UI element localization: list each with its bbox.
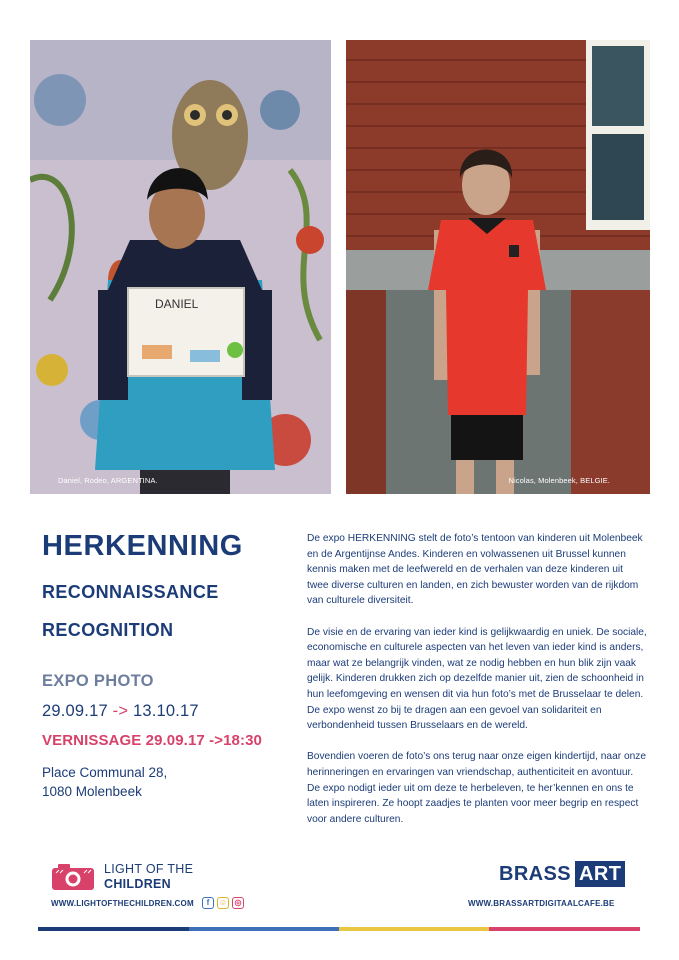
photo-daniel-caption: Daniel, Rodeo, ARGENTINA. — [58, 476, 158, 485]
color-bar-blue — [189, 927, 339, 931]
brassart-logo-art: ART — [575, 861, 625, 887]
date-arrow: -> — [112, 702, 129, 720]
address-line-1: Place Communal 28, — [42, 765, 168, 780]
description-paragraph-1: De expo HERKENNING stelt de foto’s tentoon van kinderen uit Molenbeek en de Argentijnse Andes. Kinderen en volwassenen uit Brussel kunnen kennis maken met de leefwereld en de verhalen van deze kinderen uit twee diverse culturen en landen, en zich bewuster worden van de rijkdom van culturele diversiteit. — [307, 533, 643, 607]
address — [42, 763, 167, 801]
color-bar-pink — [489, 927, 640, 931]
snapchat-icon[interactable]: ☺ — [218, 898, 228, 907]
subtitle-french: RECONNAISSANCE — [42, 582, 219, 602]
description-paragraph-2: De visie en de ervaring van ieder kind is gelijkwaardig en uniek. De sociale, economische en culturele aspecten van het leven van ieder kind is anders, maar wat ze belangrijk vinden, wat ze nodig hebben en hun blik zijn vaak gelijk. Kinderen drukken zich op dezelfde manier uit, zien de schoonheid in hun leefomgeving en wensen dit via hun foto’s met de Brusselaar te delen. De expo wenst zo bij te dragen aan een gevoel van solidariteit en verbondenheid tussen Brusselaars en de wereld. — [307, 626, 647, 732]
photo-nicolas — [346, 40, 650, 494]
subtitle-english: RECOGNITION — [42, 620, 174, 640]
svg-text:DANIEL: DANIEL — [155, 297, 199, 311]
description-paragraph-3: Bovendien voeren de foto’s ons terug naar onze eigen kindertijd, naar onze herinneringen en ervaringen van vriendschap, authenticiteit en avontuur. De expo nodigt ieder uit om deze te herbeleven, te her’kennen en ons te laten inspireren. Ze hoopt zaadjes te planten voor meer begrip en respect voor andere culturen. — [307, 751, 647, 825]
camera-logo-icon — [50, 861, 96, 891]
light-of-the-children-name — [104, 862, 193, 892]
brassart-link[interactable]: WWW.BRASSARTDIGITAALCAFE.BE — [468, 899, 615, 908]
photo-nicolas-image — [346, 40, 650, 494]
vernissage-label: VERNISSAGE — [42, 732, 142, 749]
light-name-line-1: LIGHT OF THE — [104, 862, 194, 876]
brassart-logo — [499, 861, 625, 887]
color-bar-yellow — [339, 927, 489, 931]
color-bar-navy — [38, 927, 189, 931]
photo-daniel-image — [30, 40, 331, 494]
page-title: HERKENNING — [42, 530, 243, 562]
description — [307, 531, 647, 843]
exhibition-dates — [42, 702, 199, 721]
vernissage-line — [42, 732, 262, 749]
photo-daniel — [30, 40, 331, 494]
address-line-2: 1080 Molenbeek — [42, 784, 142, 799]
date-start: 29.09.17 — [42, 702, 108, 720]
vernissage-arrow: -> — [209, 732, 224, 749]
facebook-icon[interactable]: f — [202, 897, 214, 909]
expo-label: EXPO PHOTO — [42, 672, 154, 690]
vernissage-time: 18:30 — [223, 732, 262, 749]
instagram-icon[interactable]: ◎ — [232, 897, 244, 909]
light-name-line-2: CHILDREN — [104, 877, 171, 891]
photo-nicolas-caption: Nicolas, Molenbeek, BELGIE. — [508, 476, 610, 485]
date-end: 13.10.17 — [132, 702, 199, 720]
vernissage-date: 29.09.17 — [145, 732, 205, 749]
brassart-logo-brass: BRASS — [499, 862, 572, 885]
light-of-the-children-link[interactable]: WWW.LIGHTOFTHECHILDREN.COM — [51, 899, 194, 908]
